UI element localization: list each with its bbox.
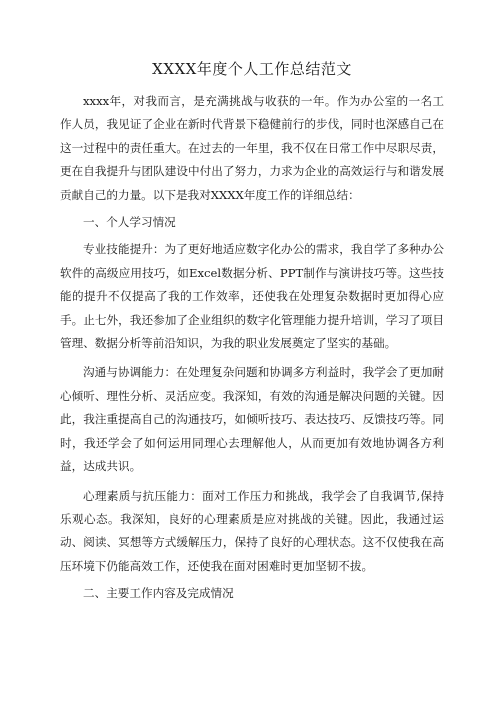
section-heading-2: 二、主要工作内容及完成情况 xyxy=(83,586,234,601)
document-page xyxy=(60,58,444,610)
section-heading-1: 一、个人学习情况 xyxy=(83,215,176,230)
document-title: XXXX年度个人工作总结范文 xyxy=(152,60,352,78)
intro-paragraph: xxxx年，对我而言，是充满挑战与收获的一年。作为办公室的一名工作人员，我见证了企业在新时代背景下稳健前行的步伐，同时也深感自己在这一过程中的责任重大。在过去的一年里，我不仅在日常工作中尽职尽责，更在自我提升与团队建设中付出了努力，力求为企业的高效运行与和谐发展贡献自己的力量。以下是我对XXXX年度工作的详细总结： xyxy=(60,94,444,202)
paragraph-communication: 沟通与协调能力：在处理复杂问题和协调多方利益时，我学会了更加耐心倾听、理性分析、灵活应变。我深知，有效的沟通是解决问题的关键。因此，我注重提高自己的沟通技巧，如倾听技巧、表达技巧、反馈技巧等。同时，我还学会了如何运用同理心去理解他人，从而更加有效地协调各方利益，达成共识。 xyxy=(60,365,444,474)
paragraph-psychology: 心理素质与抗压能力：面对工作压力和挑战，我学会了自我调节,保持乐观心态。我深知，良好的心理素质是应对挑战的关键。因此，我通过运动、阅读、冥想等方式缓解压力，保持了良好的心理状态。这不仅使我在高压环境下仍能高效工作，还使我在面对困难时更加坚韧不拔。 xyxy=(60,488,444,573)
paragraph-skills: 专业技能提升：为了更好地适应数字化办公的需求，我自学了多种办公软件的高级应用技巧，如Excel数据分析、PPT制作与演讲技巧等。这些技能的提升不仅提高了我的工作效率，还使我在处理复杂数据时更加得心应手。止七外，我还参加了企业组织的数字化管理能力提升培训，学习了项目管理、数据分析等前沿知识，为我的职业发展奠定了坚实的基础。 xyxy=(60,242,444,351)
